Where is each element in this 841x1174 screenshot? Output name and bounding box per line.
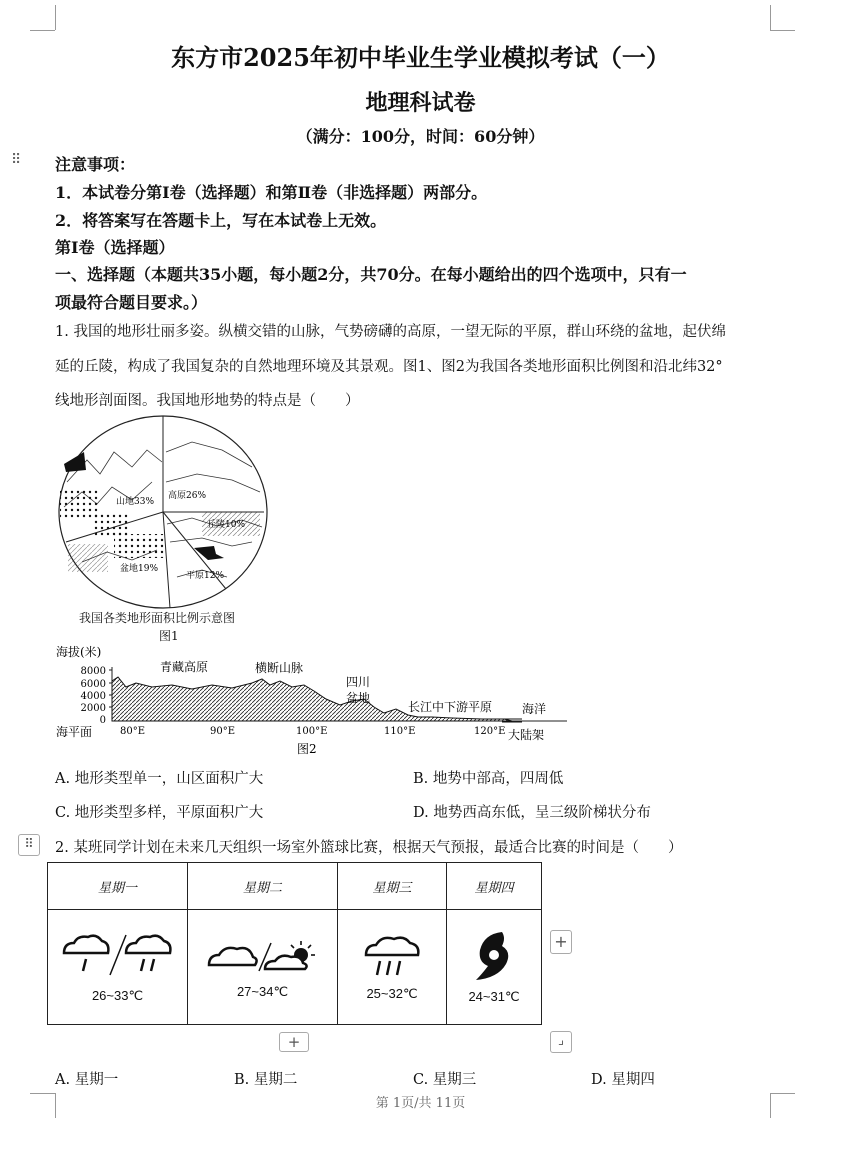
day-header-tuesday: 星期二 bbox=[188, 863, 338, 910]
weather-forecast-table bbox=[47, 862, 542, 1025]
section-instruction-line1: 一、选择题（本题共35小题，每小题2分，共70分。在每小题给出的四个选项中，只有一 bbox=[55, 265, 687, 284]
day-header-wednesday: 星期三 bbox=[338, 863, 447, 910]
light-rain-to-moderate-rain-icon bbox=[60, 931, 176, 977]
q2-option-b[interactable]: B. 星期二 bbox=[234, 1072, 298, 1088]
crop-mark-top-left-h bbox=[30, 30, 55, 31]
typhoon-icon bbox=[472, 930, 516, 982]
figure2-terrain-profile bbox=[52, 643, 582, 758]
fig2-ytick: 4000 bbox=[80, 691, 106, 702]
temp-wednesday: 25~32℃ bbox=[366, 985, 418, 1001]
fig2-xtick: 110°E bbox=[384, 726, 416, 737]
fig2-xtick: 100°E bbox=[296, 726, 328, 737]
fig2-label-ocean: 海洋 bbox=[522, 702, 547, 716]
fig2-xtick: 90°E bbox=[210, 726, 236, 737]
figure1-number: 图1 bbox=[159, 629, 179, 643]
heavy-rain-icon bbox=[362, 933, 422, 979]
fig2-label-sichuan: 四川 bbox=[346, 675, 371, 689]
temp-monday: 26~33℃ bbox=[91, 987, 144, 1003]
figure2-number: 图2 bbox=[297, 742, 317, 756]
q2-text: 2. 某班同学计划在未来几天组织一场室外篮球比赛，根据天气预报，最适合比赛的时间是（ ） bbox=[55, 840, 683, 856]
note-item-2: 2．将答案写在答题卡上，写在本试卷上无效。 bbox=[55, 211, 387, 230]
fig1-label-plateau: 高原26% bbox=[168, 491, 207, 501]
figure1-terrain-pie bbox=[52, 412, 272, 612]
exam-meta: （满分：100分，时间：60分钟） bbox=[296, 127, 545, 146]
q1-line3: 线地形剖面图。我国地形地势的特点是（ ） bbox=[55, 393, 360, 409]
note-item-1: 1．本试卷分第Ⅰ卷（选择题）和第Ⅱ卷（非选择题）两部分。 bbox=[55, 183, 488, 202]
part-heading: 第Ⅰ卷（选择题） bbox=[55, 238, 175, 257]
q1-option-d[interactable]: D. 地势西高东低，呈三级阶梯状分布 bbox=[413, 805, 651, 821]
temp-thursday: 24~31℃ bbox=[468, 988, 520, 1004]
subject-title: 地理科试卷 bbox=[365, 90, 476, 116]
fig2-ylabel: 海拔(米) bbox=[56, 645, 102, 659]
weather-cell-tuesday bbox=[188, 910, 338, 1025]
weather-cell-monday bbox=[48, 910, 188, 1025]
q1-line1: 1. 我国的地形壮丽多姿。纵横交错的山脉，气势磅礴的高原，一望无际的平原，群山环绕的盆地，起伏绵 bbox=[55, 324, 726, 340]
q1-option-a[interactable]: A. 地形类型单一，山区面积广大 bbox=[55, 771, 264, 787]
q2-option-d[interactable]: D. 星期四 bbox=[591, 1072, 655, 1088]
q1-option-c[interactable]: C. 地形类型多样，平原面积广大 bbox=[55, 805, 264, 821]
weather-cell-wednesday bbox=[338, 910, 447, 1025]
fig2-sea-level: 海平面 bbox=[56, 725, 93, 739]
crop-mark-top-right-h bbox=[770, 30, 795, 31]
fig2-label-hengduan: 横断山脉 bbox=[255, 661, 304, 675]
day-header-monday: 星期一 bbox=[48, 863, 188, 910]
page-footer: 第 1页/共 11页 bbox=[375, 1096, 466, 1111]
fig2-xtick: 80°E bbox=[120, 726, 146, 737]
resize-table-handle[interactable]: ⌟ bbox=[550, 1031, 572, 1053]
fig1-label-hill: 丘陵10% bbox=[207, 520, 246, 530]
fig1-label-plain: 平原12% bbox=[186, 571, 225, 581]
fig1-label-basin: 盆地19% bbox=[120, 564, 159, 574]
q2-option-c[interactable]: C. 星期三 bbox=[413, 1072, 477, 1088]
fig2-ytick: 8000 bbox=[80, 666, 106, 677]
cloudy-to-sunny-icon bbox=[205, 935, 321, 975]
weather-cell-thursday bbox=[447, 910, 542, 1025]
fig2-ytick: 2000 bbox=[80, 703, 106, 714]
drag-handle-q2[interactable]: ⠿ bbox=[18, 834, 40, 856]
notes-heading: 注意事项： bbox=[55, 155, 136, 174]
day-header-thursday: 星期四 bbox=[447, 863, 542, 910]
drag-handle-notes[interactable]: ⠿ bbox=[11, 152, 22, 168]
crop-mark-top-left bbox=[55, 5, 56, 30]
q1-option-b[interactable]: B. 地势中部高，四周低 bbox=[413, 771, 564, 787]
fig2-ytick: 6000 bbox=[80, 679, 106, 690]
fig2-label-shelf: 大陆架 bbox=[508, 728, 545, 742]
figure1-caption: 我国各类地形面积比例示意图 bbox=[79, 611, 236, 625]
section-instruction-line2: 项最符合题目要求。） bbox=[55, 293, 208, 312]
fig2-label-qinghai-tibet: 青藏高原 bbox=[160, 660, 209, 674]
fig1-label-mountain: 山地33% bbox=[116, 497, 155, 507]
crop-mark-top-right bbox=[770, 5, 771, 30]
fig2-xtick: 120°E bbox=[474, 726, 506, 737]
add-row-button[interactable]: + bbox=[279, 1032, 309, 1052]
fig2-label-basin: 盆地 bbox=[346, 691, 371, 705]
q1-line2: 延的丘陵，构成了我国复杂的自然地理环境及其景观。图1、图2为我国各类地形面积比例图和沿北纬32° bbox=[55, 359, 723, 375]
exam-title: 东方市2025年初中毕业生学业模拟考试（一） bbox=[171, 43, 670, 72]
fig2-ytick: 0 bbox=[99, 715, 106, 726]
add-column-button[interactable]: + bbox=[550, 930, 572, 954]
q2-option-a[interactable]: A. 星期一 bbox=[55, 1072, 119, 1088]
temp-tuesday: 27~34℃ bbox=[236, 983, 289, 999]
fig2-label-yangtze-plain: 长江中下游平原 bbox=[408, 700, 493, 714]
